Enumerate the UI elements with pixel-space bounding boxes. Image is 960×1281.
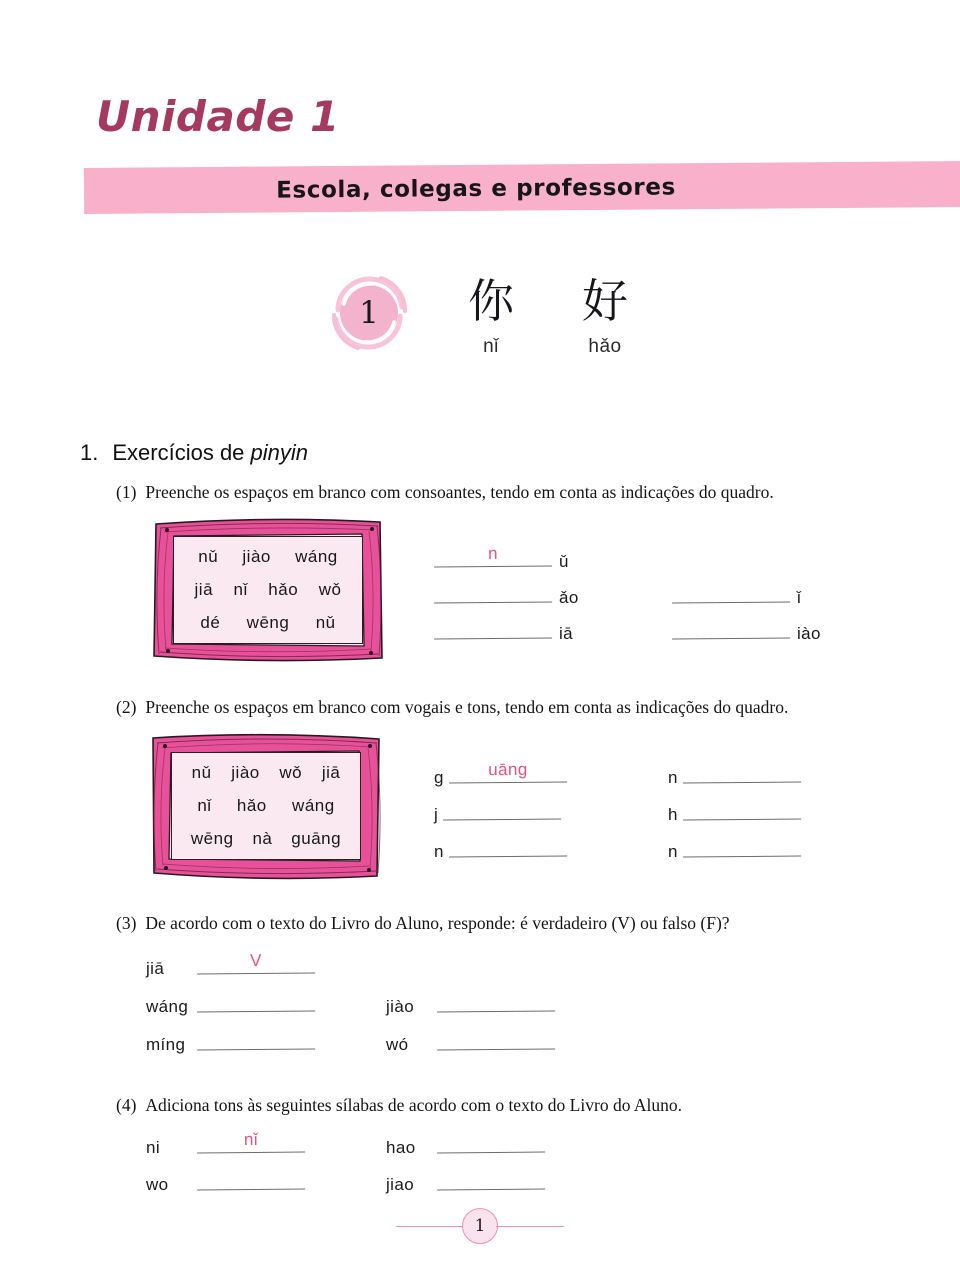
answer-filled-text xyxy=(434,635,552,636)
task-1-answer-row[interactable] xyxy=(434,543,569,572)
answer-filled-text: V xyxy=(250,950,262,971)
task-2-answer-row[interactable] xyxy=(668,762,801,788)
answer-suffix: ǎo xyxy=(559,588,579,607)
answer-prefix: wo xyxy=(146,1175,169,1194)
answer-filled-text xyxy=(683,816,801,817)
task-3-answer-row[interactable] xyxy=(386,1029,555,1055)
task-4-text: Adiciona tons às seguintes sílabas de acordo com o texto do Livro do Aluno. xyxy=(145,1095,682,1115)
task-3-answer-row[interactable] xyxy=(146,1029,315,1055)
task-1-word-box xyxy=(150,514,386,666)
answer-filled-text xyxy=(437,1046,555,1047)
answer-prefix: n xyxy=(668,768,678,787)
word-box-row xyxy=(172,763,360,783)
word-item: jiā xyxy=(321,763,341,783)
answer-filled-text xyxy=(683,779,801,780)
task-3-answer-row[interactable] xyxy=(146,991,315,1017)
answer-filled-text xyxy=(437,1008,555,1009)
answer-prefix: hao xyxy=(386,1138,416,1157)
answer-blank[interactable] xyxy=(437,990,555,1012)
task-2-word-box xyxy=(148,730,384,882)
task-4-answer-row[interactable] xyxy=(146,1129,305,1158)
answer-blank[interactable] xyxy=(443,798,561,820)
task-2-number: (2) xyxy=(116,697,137,717)
lesson-number: 1 xyxy=(359,295,379,331)
task-2-text: Preenche os espaços em branco com vogais e tons, tendo em conta as indicações do quadro. xyxy=(145,697,789,717)
word-item: nǔ xyxy=(198,547,219,567)
answer-filled-text xyxy=(437,1150,545,1151)
answer-filled-text xyxy=(443,816,561,817)
answer-prefix: jiā xyxy=(146,959,165,978)
section-number: 1. xyxy=(80,440,99,465)
word-item: dé xyxy=(200,612,221,632)
answer-blank[interactable] xyxy=(197,1169,305,1191)
answer-prefix: j xyxy=(434,805,439,824)
word-item: wáng xyxy=(295,547,338,567)
word-box-row xyxy=(174,580,362,600)
answer-filled-text: nǐ xyxy=(243,1129,259,1150)
answer-suffix: iā xyxy=(559,624,574,643)
word-box-row xyxy=(174,547,362,567)
answer-filled-text: n xyxy=(487,543,498,564)
unit-banner-title: Escola, colegas e professores xyxy=(276,174,676,204)
task-1-answer-row[interactable] xyxy=(434,618,573,644)
footer-rule-left xyxy=(396,1226,464,1227)
section-title: Exercícios de xyxy=(112,440,251,465)
answer-filled-text xyxy=(197,1187,305,1188)
task-3-text: De acordo com o texto do Livro do Aluno, responde: é verdadeiro (V) ou falso (F)? xyxy=(145,913,730,933)
task-1-answer-row[interactable] xyxy=(672,582,801,608)
answer-blank[interactable] xyxy=(449,835,567,857)
section-heading xyxy=(80,440,308,466)
answer-prefix: míng xyxy=(146,1035,186,1054)
word-item: wēng xyxy=(190,828,234,848)
hanzi-pinyin: hǎo xyxy=(588,336,622,357)
hanzi-char: 好 xyxy=(582,274,628,328)
hanzi-pinyin: nǐ xyxy=(483,336,499,357)
answer-blank[interactable] xyxy=(197,990,315,1012)
word-item: wáng xyxy=(292,795,335,815)
word-item: nǐ xyxy=(233,579,248,599)
footer-rule-right xyxy=(496,1226,564,1227)
task-4-number: (4) xyxy=(116,1095,137,1115)
word-item: jiā xyxy=(194,579,214,599)
word-box-content xyxy=(173,536,363,644)
task-3-answer-row[interactable] xyxy=(386,991,555,1017)
answer-prefix: n xyxy=(668,842,678,861)
answer-prefix: jiào xyxy=(386,997,415,1016)
answer-prefix: g xyxy=(434,768,444,787)
section-title-italic: pinyin xyxy=(250,440,309,465)
task-4-instruction xyxy=(116,1095,682,1116)
word-item: nǐ xyxy=(197,795,212,815)
word-box-content xyxy=(171,752,361,860)
answer-suffix: ǐ xyxy=(797,588,802,607)
answer-blank[interactable] xyxy=(437,1169,545,1191)
lesson-title-hanzi xyxy=(460,274,636,358)
answer-blank[interactable] xyxy=(449,761,567,783)
task-1-instruction xyxy=(116,482,774,503)
word-item: nǔ xyxy=(191,763,212,783)
word-item: nǔ xyxy=(315,612,336,632)
answer-blank[interactable] xyxy=(437,1028,555,1050)
task-2-answer-row[interactable] xyxy=(434,799,561,825)
word-item: jiào xyxy=(242,547,271,567)
answer-prefix: wó xyxy=(386,1035,409,1054)
answer-blank[interactable] xyxy=(683,835,801,857)
word-box-row xyxy=(174,613,362,633)
answer-filled-text xyxy=(434,599,552,600)
answer-blank[interactable] xyxy=(197,952,315,974)
answer-blank[interactable] xyxy=(683,798,801,820)
word-item: jiào xyxy=(231,763,260,783)
answer-prefix: ni xyxy=(146,1138,161,1157)
task-2-answer-row[interactable] xyxy=(668,799,801,825)
answer-prefix: jiao xyxy=(386,1175,415,1194)
answer-blank[interactable] xyxy=(197,1028,315,1050)
task-2-answer-row[interactable] xyxy=(434,759,567,788)
hanzi-cell xyxy=(574,274,636,358)
answer-prefix: n xyxy=(434,842,444,861)
task-3-number: (3) xyxy=(116,913,137,933)
answer-blank[interactable] xyxy=(683,761,801,783)
answer-blank[interactable] xyxy=(437,1132,545,1154)
answer-suffix: ǔ xyxy=(559,552,569,571)
word-box-row xyxy=(172,796,360,816)
word-box-row xyxy=(172,829,360,849)
answer-blank[interactable] xyxy=(672,617,790,639)
answer-blank[interactable] xyxy=(197,1129,305,1154)
word-item: hǎo xyxy=(236,795,267,815)
word-item: wǒ xyxy=(318,579,342,599)
answer-suffix: iào xyxy=(797,624,821,643)
answer-blank[interactable] xyxy=(672,581,790,603)
answer-filled-text xyxy=(437,1187,545,1188)
answer-prefix: wáng xyxy=(146,997,189,1016)
answer-filled-text xyxy=(449,853,567,854)
answer-filled-text xyxy=(672,599,790,600)
word-item: wēng xyxy=(246,612,290,632)
word-item: nà xyxy=(252,828,273,848)
task-1-answer-row[interactable] xyxy=(434,582,579,608)
word-item: guāng xyxy=(291,828,342,848)
task-4-answer-row[interactable] xyxy=(386,1132,545,1158)
task-2-answer-row[interactable] xyxy=(434,836,567,862)
answer-blank[interactable] xyxy=(434,617,552,639)
page-footer xyxy=(0,1208,960,1244)
answer-filled-text xyxy=(197,1008,315,1009)
hanzi-cell xyxy=(460,274,522,358)
answer-filled-text: uāng xyxy=(488,759,528,780)
task-2-answer-row[interactable] xyxy=(668,836,801,862)
task-1-number: (1) xyxy=(116,482,137,502)
answer-filled-text xyxy=(683,853,801,854)
task-3-instruction xyxy=(116,913,730,934)
answer-blank[interactable] xyxy=(434,581,552,603)
hanzi-char: 你 xyxy=(468,274,514,328)
unit-title: Unidade 1 xyxy=(96,92,340,141)
task-1-text: Preenche os espaços em branco com consoantes, tendo em conta as indicações do quadro. xyxy=(145,482,774,502)
page-number: 1 xyxy=(462,1208,498,1244)
task-1-answer-row[interactable] xyxy=(672,618,821,644)
word-item: hǎo xyxy=(268,579,299,599)
answer-filled-text xyxy=(672,635,790,636)
task-4-answer-row[interactable] xyxy=(386,1169,545,1195)
task-3-answer-row[interactable] xyxy=(146,950,315,979)
word-item: wǒ xyxy=(279,763,303,783)
answer-prefix: h xyxy=(668,805,678,824)
task-4-answer-row[interactable] xyxy=(146,1169,305,1195)
answer-filled-text xyxy=(197,1046,315,1047)
answer-blank[interactable] xyxy=(434,545,552,567)
task-2-instruction xyxy=(116,697,788,718)
